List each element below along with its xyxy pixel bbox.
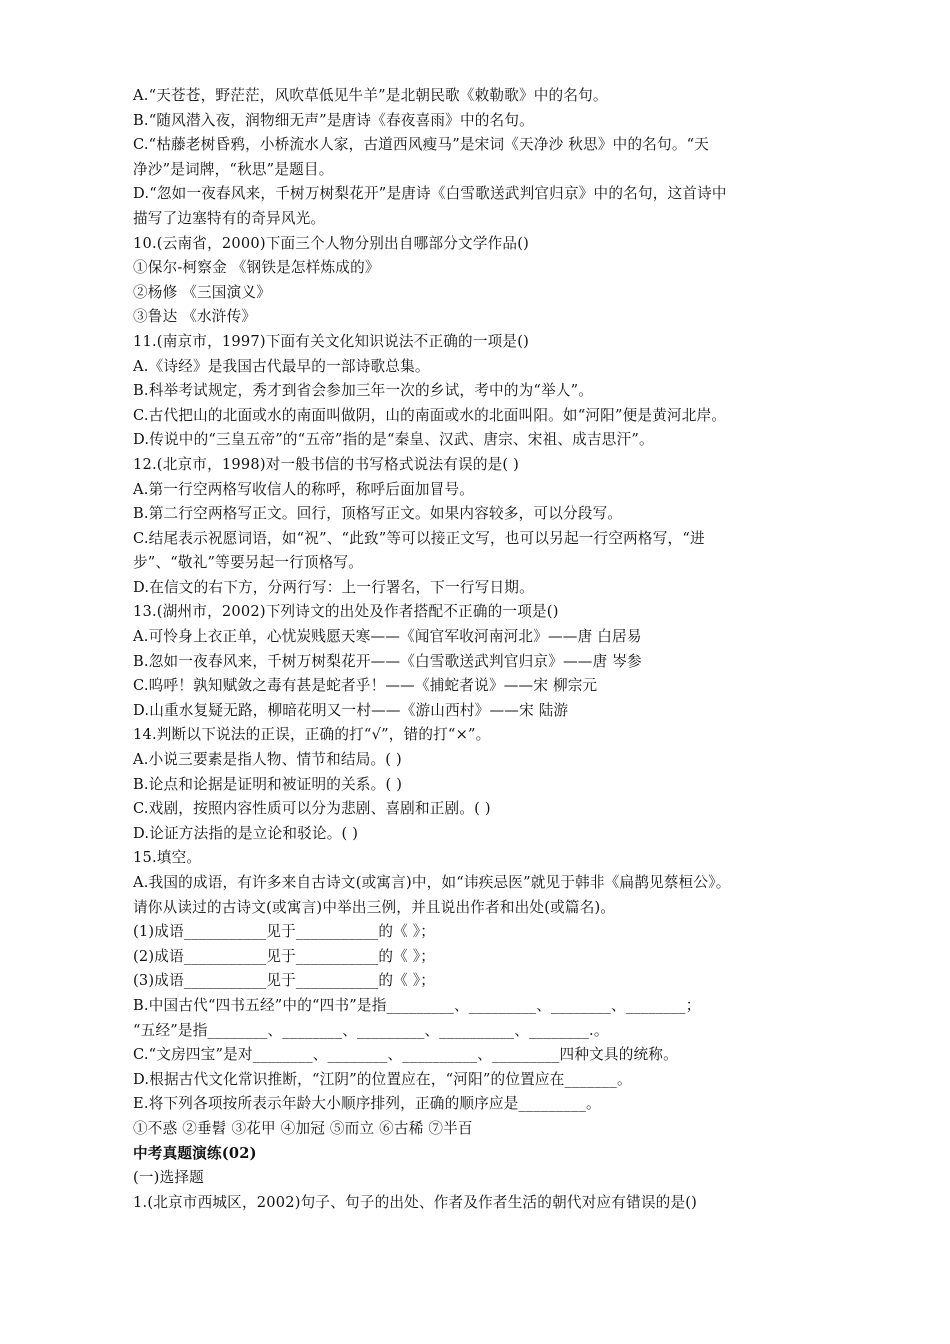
text-line: 10.(云南省，2000)下面三个人物分别出自哪部分文学作品() <box>133 234 529 252</box>
text-line: C.结尾表示祝愿词语，如“祝”、“此致”等可以接正文写，也可以另起一行空两格写，“进 <box>133 529 705 547</box>
text-line: B.论点和论据是证明和被证明的关系。( ) <box>133 775 403 793</box>
text-line: A.我国的成语，有许多来自古诗文(或寓言)中，如“讳疾忌医”就见于韩非《扁鹊见蔡桓公》。 <box>133 874 731 891</box>
text-line: 14.判断以下说法的正误，正确的打“√”，错的打“×”。 <box>133 726 491 744</box>
text-line: B.忽如一夜春风来，千树万树梨花开——《白雪歌送武判官归京》——唐 岑参 <box>133 652 642 670</box>
text-line: C.“枯藤老树昏鸦，小桥流水人家，古道西风瘦马”是宋词《天净沙 秋思》中的名句。“天 <box>133 136 710 154</box>
text-line: 净沙”是词牌，“秋思”是题目。 <box>133 160 334 178</box>
text-line: 13.(湖州市，2002)下列诗文的出处及作者搭配不正确的一项是() <box>133 603 559 621</box>
text-line: D.“忽如一夜春风来，千树万树梨花开”是唐诗《白雪歌送武判官归京》中的名句，这首诗中 <box>133 185 727 203</box>
text-line: ②杨修 《三国演义》 <box>133 283 271 301</box>
text-line: C.“文房四宝”是对________、________、__________、_________四种文具的统称。 <box>133 1046 678 1064</box>
text-line: C.呜呼！孰知赋敛之毒有甚是蛇者乎！——《捕蛇者说》——宋 柳宗元 <box>133 677 598 695</box>
text-line: C.古代把山的北面或水的南面叫做阴，山的南面或水的北面叫阳。如“河阳”便是黄河北岸。 <box>133 406 727 424</box>
text-line: B.科举考试规定，秀才到省会参加三年一次的乡试，考中的为“举人”。 <box>133 382 594 400</box>
text-line: “五经”是指________、________、_________、__________、________.。 <box>133 1021 609 1039</box>
text-line: 15.填空。 <box>133 849 202 867</box>
text-line: B.第二行空两格写正文。回行，顶格写正文。如果内容较多，可以分段写。 <box>133 505 623 523</box>
text-line: B.“随风潜入夜，润物细无声”是唐诗《春夜喜雨》中的名句。 <box>133 111 534 129</box>
text-line: ①保尔-柯察金 《钢铁是怎样炼成的》 <box>133 259 380 277</box>
text-line: (2)成语___________见于___________的《 》； <box>133 947 436 965</box>
text-line: (一)选择题 <box>133 1169 204 1187</box>
text-line: ①不惑 ②垂髫 ③花甲 ④加冠 ⑤而立 ⑥古稀 ⑦半百 <box>133 1119 473 1137</box>
text-line: B.中国古代“四书五经”中的“四书”是指_________、_________、________、________； <box>133 996 701 1014</box>
text-line: D.在信文的右下方，分两行写：上一行署名，下一行写日期。 <box>133 578 534 596</box>
text-line: 1.(北京市西城区，2002)句子、句子的出处、作者及作者生活的朝代对应有错误的是() <box>133 1193 698 1211</box>
text-line: A.《诗经》是我国古代最早的一部诗歌总集。 <box>133 357 430 375</box>
text-line: 描写了边塞特有的奇异风光。 <box>133 209 326 227</box>
text-line: D.山重水复疑无路，柳暗花明又一村——《游山西村》——宋 陆游 <box>133 701 569 719</box>
text-line: 11.(南京市，1997)下面有关文化知识说法不正确的一项是() <box>133 332 529 350</box>
text-line: A.第一行空两格写收信人的称呼，称呼后面加冒号。 <box>133 480 475 498</box>
text-line: C.戏剧，按照内容性质可以分为悲剧、喜剧和正剧。( ) <box>133 800 491 818</box>
text-line: D.传说中的“三皇五帝”的“五帝”指的是“秦皇、汉武、唐宗、宋祖、成吉思汗”。 <box>133 431 654 449</box>
document-body <box>133 84 833 1215</box>
text-line: A.小说三要素是指人物、情节和结局。( ) <box>133 751 402 769</box>
text-line: (3)成语___________见于___________的《 》； <box>133 972 436 990</box>
text-line: E.将下列各项按所表示年龄大小顺序排列，正确的顺序应是_________。 <box>133 1095 601 1113</box>
text-line: D.根据古代文化常识推断，“江阴”的位置应在，“河阳”的位置应在_______。 <box>133 1070 632 1088</box>
text-line: (1)成语___________见于___________的《 》； <box>133 923 436 941</box>
text-line: ③鲁达 《水浒传》 <box>133 308 257 326</box>
text-line: A.可怜身上衣正单，心忧炭贱愿天寒——《闻官军收河南河北》——唐 白居易 <box>133 628 642 646</box>
text-line: 步”、“敬礼”等要另起一行顶格写。 <box>133 554 364 572</box>
text-line: 12.(北京市，1998)对一般书信的书写格式说法有误的是( ) <box>133 455 520 473</box>
text-line: A.“天苍苍，野茫茫，风吹草低见牛羊”是北朝民歌《敕勒歌》中的名句。 <box>133 87 608 104</box>
text-line: 请你从读过的古诗文(或寓言)中举出三例，并且说出作者和出处(或篇名)。 <box>133 898 616 916</box>
section-heading: 中考真题演练(02) <box>133 1144 257 1162</box>
text-line: D.论证方法指的是立论和驳论。( ) <box>133 824 359 842</box>
